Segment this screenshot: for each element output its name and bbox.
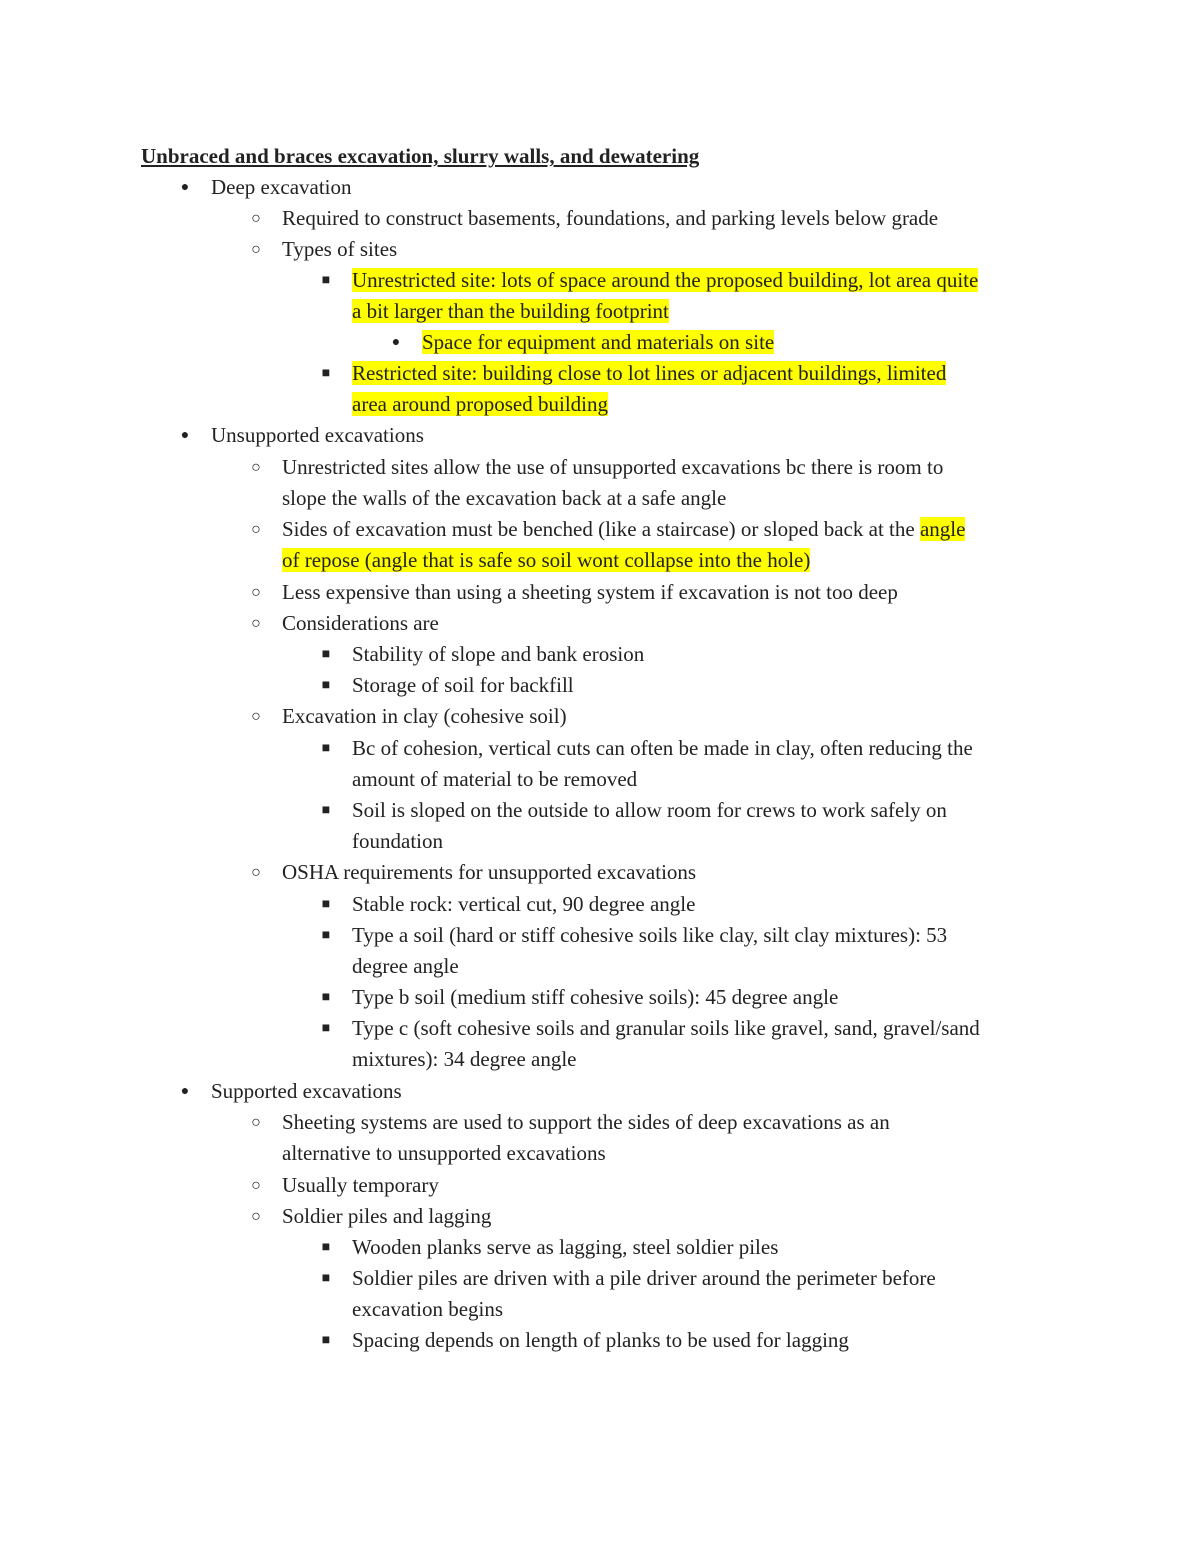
list-item [352, 358, 946, 389]
disc-bullet-icon: ● [180, 180, 190, 195]
square-bullet-icon: ■ [321, 741, 331, 756]
list-item [352, 265, 978, 296]
highlighted-text: Unrestricted site: lots of space around the proposed building, lot area quite [352, 268, 979, 292]
list-item: Excavation in clay (cohesive soil) [282, 704, 567, 728]
square-bullet-icon: ■ [321, 647, 331, 662]
list-item-continuation: slope the walls of the excavation back at a safe angle [282, 486, 727, 510]
list-item-continuation: alternative to unsupported excavations [282, 1141, 606, 1165]
square-bullet-icon: ■ [321, 803, 331, 818]
list-item: Bc of cohesion, vertical cuts can often be made in clay, often reducing the [352, 736, 973, 760]
list-item: OSHA requirements for unsupported excavations [282, 860, 697, 884]
list-item: Stable rock: vertical cut, 90 degree angle [352, 892, 696, 916]
list-item: Considerations are [282, 611, 439, 635]
circle-bullet-icon: ○ [251, 1208, 261, 1225]
list-item: Stability of slope and bank erosion [352, 642, 645, 666]
highlighted-text: angle [919, 517, 966, 541]
square-bullet-icon: ■ [321, 1271, 331, 1286]
list-item: Type a soil (hard or stiff cohesive soils like clay, silt clay mixtures): 53 [352, 923, 948, 947]
circle-bullet-icon: ○ [251, 708, 261, 725]
page-title: Unbraced and braces excavation, slurry walls, and dewatering [141, 144, 700, 168]
circle-bullet-icon: ○ [251, 1177, 261, 1194]
list-item-continuation: excavation begins [352, 1297, 504, 1321]
circle-bullet-icon: ○ [251, 584, 261, 601]
highlighted-text: Space for equipment and materials on site [422, 330, 775, 354]
circle-bullet-icon: ○ [251, 210, 261, 227]
square-bullet-icon: ■ [321, 1021, 331, 1036]
highlighted-text: a bit larger than the building footprint [352, 299, 669, 323]
circle-bullet-icon: ○ [251, 521, 261, 538]
list-item: Usually temporary [282, 1173, 439, 1197]
list-item: Soldier piles and lagging [282, 1204, 492, 1228]
circle-bullet-icon: ○ [251, 864, 261, 881]
list-item: Unsupported excavations [211, 423, 424, 447]
list-item-continuation [352, 389, 608, 420]
disc-bullet-icon: ● [180, 428, 190, 443]
plain-text: Sides of excavation must be benched (like a staircase) or sloped back at the [282, 517, 920, 541]
disc-bullet-icon: ● [391, 335, 401, 350]
list-item [422, 327, 774, 358]
circle-bullet-icon: ○ [251, 1114, 261, 1131]
square-bullet-icon: ■ [321, 897, 331, 912]
list-item: Sheeting systems are used to support the sides of deep excavations as an [282, 1110, 890, 1134]
square-bullet-icon: ■ [321, 990, 331, 1005]
list-item: Type c (soft cohesive soils and granular soils like gravel, sand, gravel/sand [352, 1016, 980, 1040]
list-item-continuation: mixtures): 34 degree angle [352, 1047, 577, 1071]
square-bullet-icon: ■ [321, 1333, 331, 1348]
list-item: Wooden planks serve as lagging, steel soldier piles [352, 1235, 779, 1259]
list-item: Deep excavation [211, 175, 352, 199]
circle-bullet-icon: ○ [251, 615, 261, 632]
disc-bullet-icon: ● [180, 1084, 190, 1099]
list-item-continuation [282, 545, 810, 576]
highlighted-text: area around proposed building [352, 392, 609, 416]
square-bullet-icon: ■ [321, 1240, 331, 1255]
square-bullet-icon: ■ [321, 366, 331, 381]
square-bullet-icon: ■ [321, 273, 331, 288]
list-item: Required to construct basements, foundations, and parking levels below grade [282, 206, 939, 230]
list-item-continuation: foundation [352, 829, 443, 853]
highlighted-text: Restricted site: building close to lot lines or adjacent buildings, limited [352, 361, 947, 385]
list-item-continuation [352, 296, 669, 327]
circle-bullet-icon: ○ [251, 459, 261, 476]
list-item: Soldier piles are driven with a pile driver around the perimeter before [352, 1266, 936, 1290]
list-item: Type b soil (medium stiff cohesive soils): 45 degree angle [352, 985, 839, 1009]
list-item: Storage of soil for backfill [352, 673, 574, 697]
list-item: Less expensive than using a sheeting system if excavation is not too deep [282, 580, 898, 604]
list-item: Types of sites [282, 237, 398, 261]
list-item: Supported excavations [211, 1079, 402, 1103]
square-bullet-icon: ■ [321, 678, 331, 693]
list-item-continuation: degree angle [352, 954, 459, 978]
list-item: Spacing depends on length of planks to be used for lagging [352, 1328, 849, 1352]
list-item: Unrestricted sites allow the use of unsupported excavations bc there is room to [282, 455, 944, 479]
highlighted-text: of repose (angle that is safe so soil wont collapse into the hole) [282, 548, 811, 572]
list-item: Soil is sloped on the outside to allow room for crews to work safely on [352, 798, 947, 822]
list-item [282, 514, 965, 545]
square-bullet-icon: ■ [321, 928, 331, 943]
circle-bullet-icon: ○ [251, 241, 261, 258]
list-item-continuation: amount of material to be removed [352, 767, 638, 791]
